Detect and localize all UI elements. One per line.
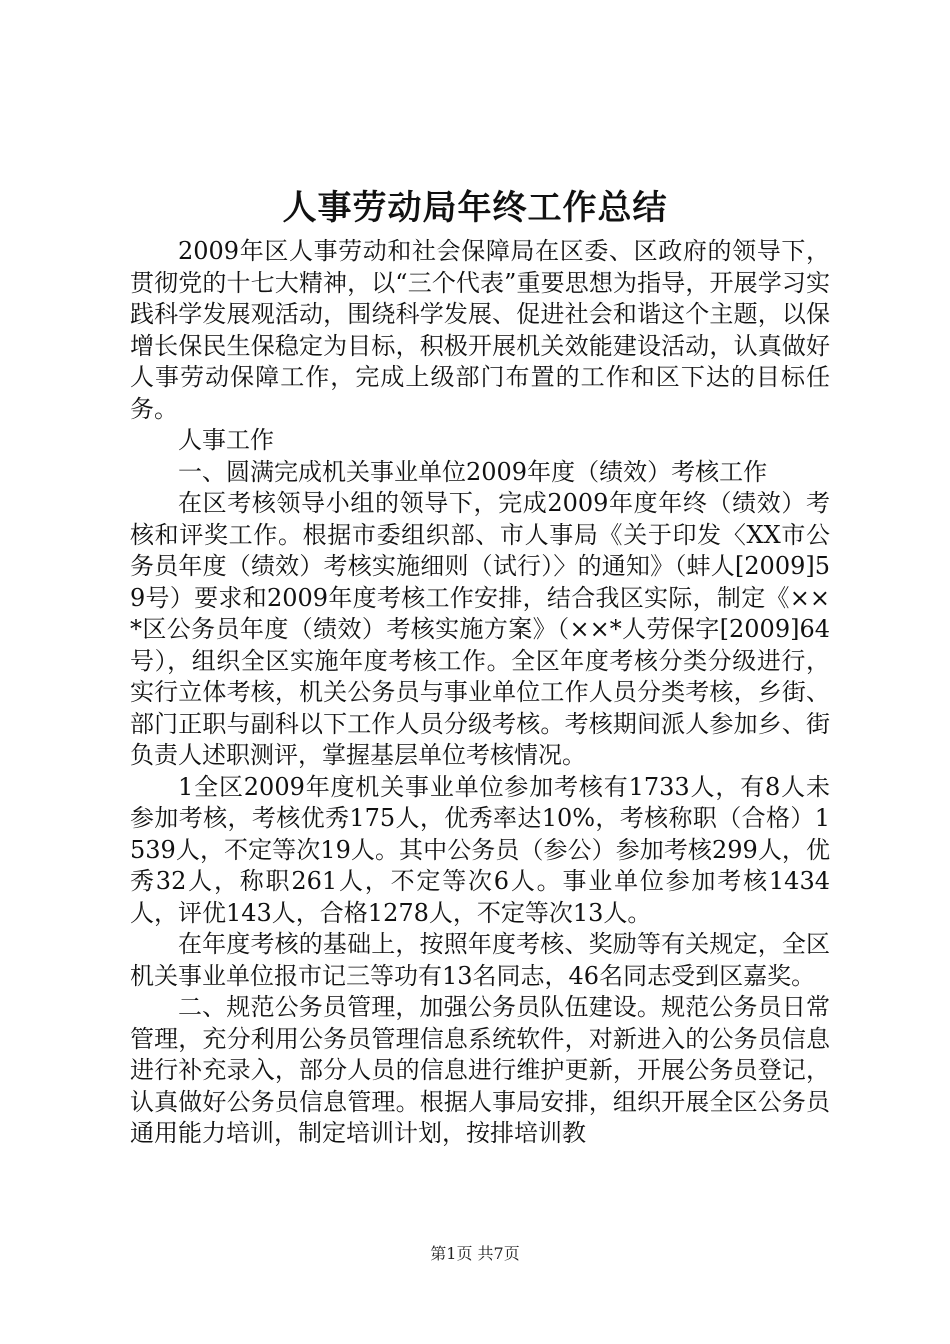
paragraph-civil-servant-management: 二、规范公务员管理，加强公务员队伍建设。规范公务员日常管理，充分利用公务员管理信息系统软件，对新进入的公务员信息进行补充录入，部分人员的信息进行维护更新，开展公务员登记，认真做好公务员信息管理。根据人事局安排，组织开展全区公务员通用能力培训，制定培训计划，按排培训教	[130, 993, 830, 1147]
paragraph-statistics: 1全区2009年度机关事业单位参加考核有1733人，有8人未参加考核，考核优秀175人，优秀率达10%，考核称职（合格）1539人，不定等次19人。其中公务员（参公）参加考核299人，优秀32人，称职261人，不定等次6人。事业单位参加考核1434人，评优143人，合格1278人，不定等次13人。	[130, 772, 830, 927]
subsection-heading-1: 一、圆满完成机关事业单位2009年度（绩效）考核工作	[178, 457, 768, 486]
paragraph-intro: 2009年区人事劳动和社会保障局在区委、区政府的领导下，贯彻党的十七大精神，以“三个代表”重要思想为指导，开展学习实践科学发展观活动，围绕科学发展、促进社会和谐这个主题，以保增长保民生保稳定为目标，积极开展机关效能建设活动，认真做好人事劳动保障工作，完成上级部门布置的工作和区下达的目标任务。	[130, 237, 830, 423]
document-body	[130, 236, 830, 1150]
document-title: 人事劳动局年终工作总结	[282, 188, 668, 228]
page-number-footer: 第1页 共7页	[430, 1244, 520, 1263]
paragraph-assessment: 在区考核领导小组的领导下，完成2009年度年终（绩效）考核和评奖工作。根据市委组织部、市人事局《关于印发〈XX市公务员年度（绩效）考核实施细则（试行）〉的通知》（蚌人[2009]59号）要求和2009年度考核工作安排，结合我区实际，制定《××*区公务员年度（绩效）考核实施方案》（××*人劳保字[2009]64号），组织全区实施年度考核工作。全区年度考核分类分级进行，实行立体考核，机关公务员与事业单位工作人员分类考核，乡街、部门正职与副科以下工作人员分级考核。考核期间派人参加乡、街负责人述职测评，掌握基层单位考核情况。	[130, 489, 830, 769]
paragraph-awards: 在年度考核的基础上，按照年度考核、奖励等有关规定，全区机关事业单位报市记三等功有13名同志，46名同志受到区嘉奖。	[130, 930, 830, 990]
section-heading-personnel: 人事工作	[178, 426, 274, 454]
